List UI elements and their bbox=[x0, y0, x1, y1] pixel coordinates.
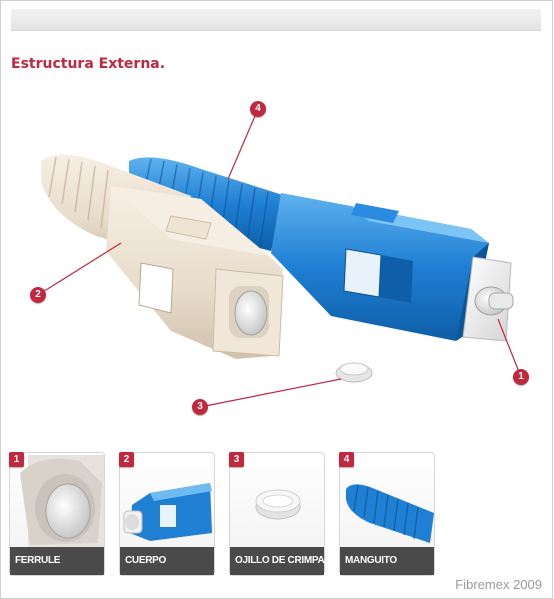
thumbnail-manguito[interactable] bbox=[339, 452, 435, 576]
thumbnail-ojillo-label: OJILLO DE CRIMPADO bbox=[230, 547, 324, 575]
callout-2-badge: 2 bbox=[30, 287, 46, 303]
cuerpo-image bbox=[120, 453, 216, 549]
thumbnail-cuerpo-label: CUERPO bbox=[120, 547, 214, 575]
thumbnail-row bbox=[9, 452, 549, 578]
ferrule-image bbox=[10, 453, 106, 549]
callout-1-badge: 1 bbox=[513, 369, 529, 385]
ojillo-image bbox=[230, 453, 326, 549]
thumbnail-ojillo-badge: 3 bbox=[229, 452, 244, 467]
callout-3-badge: 3 bbox=[192, 399, 208, 415]
thumbnail-ferrule-badge: 1 bbox=[9, 452, 24, 467]
connector-illustration bbox=[1, 81, 554, 431]
thumbnail-ojillo[interactable] bbox=[229, 452, 339, 576]
crimp-ring bbox=[336, 363, 372, 382]
thumbnail-ferrule-label: FERRULE bbox=[10, 547, 104, 575]
top-bar bbox=[11, 9, 541, 31]
watermark: Fibremex 2009 bbox=[455, 577, 542, 592]
section-title: Estructura Externa. bbox=[11, 56, 166, 72]
callout-4-badge: 4 bbox=[250, 101, 266, 117]
thumbnail-manguito-label: MANGUITO bbox=[340, 547, 434, 575]
thumbnail-cuerpo[interactable] bbox=[119, 452, 215, 576]
thumbnail-manguito-badge: 4 bbox=[339, 452, 354, 467]
manguito-image bbox=[340, 453, 436, 549]
thumbnail-ferrule[interactable] bbox=[9, 452, 105, 576]
thumbnail-cuerpo-badge: 2 bbox=[119, 452, 134, 467]
